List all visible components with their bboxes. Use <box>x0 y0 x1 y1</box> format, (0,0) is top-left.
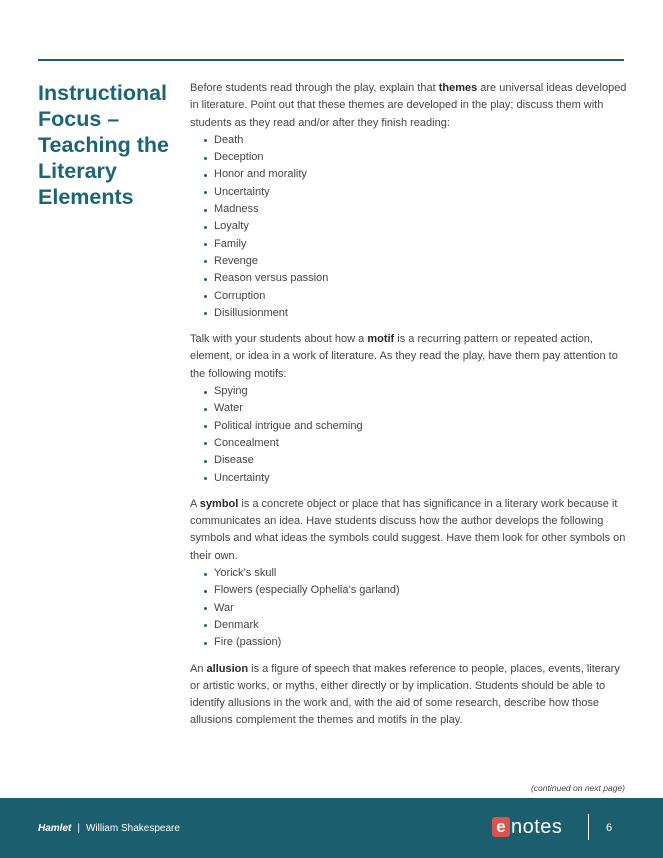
list-item <box>204 305 628 322</box>
motif-paragraph <box>190 331 628 383</box>
allusion-paragraph <box>190 661 628 730</box>
bullet-icon <box>204 139 207 142</box>
section-title-line: Elements <box>38 185 134 209</box>
list-item <box>204 288 628 305</box>
term-symbol: symbol <box>199 497 239 510</box>
top-rule <box>38 59 624 61</box>
logo-e-icon: e <box>492 817 510 837</box>
bullet-icon <box>204 624 207 627</box>
list-item-label: Deception <box>214 151 264 164</box>
list-item <box>204 452 628 469</box>
book-title: Hamlet <box>38 823 72 834</box>
list-item <box>204 617 628 634</box>
list-item <box>204 470 628 487</box>
term-allusion: allusion <box>206 662 249 675</box>
list-item-label: Reason versus passion <box>214 272 329 285</box>
list-item <box>204 582 628 599</box>
text: is a recurring pattern or repeated action, element, or idea in a work of literature. As they read the play, have them pay attention to the following motifs: <box>190 333 618 380</box>
list-item-label: Death <box>214 133 244 146</box>
themes-list <box>190 132 628 322</box>
list-item <box>204 600 628 617</box>
list-item-label: Corruption <box>214 289 266 302</box>
themes-paragraph <box>190 80 628 132</box>
symbols-list <box>190 565 628 651</box>
bullet-icon <box>204 157 207 160</box>
list-item-label: Uncertainty <box>214 471 270 484</box>
list-item-label: Loyalty <box>214 220 249 233</box>
list-item <box>204 383 628 400</box>
bullet-icon <box>204 460 207 463</box>
symbol-paragraph <box>190 496 628 565</box>
list-item-label: Disease <box>214 454 254 467</box>
list-item-label: Flowers (especially Ophelia’s garland) <box>214 584 400 597</box>
page-number: 6 <box>606 822 613 834</box>
list-item <box>204 435 628 452</box>
list-item <box>204 418 628 435</box>
bullet-icon <box>204 243 207 246</box>
footer-citation <box>38 823 180 834</box>
list-item-label: Disillusionment <box>214 306 288 319</box>
bullet-icon <box>204 312 207 315</box>
text: is a figure of speech that makes reference to people, places, events, literary or artistic works, or myths, either directly or by implication. Students should be able to identify allusions in the work and, with the aid of some research, describe how those allusions complement the themes and motifs in the play. <box>190 662 620 727</box>
bullet-icon <box>204 590 207 593</box>
list-item <box>204 218 628 235</box>
section-title <box>38 80 178 210</box>
bullet-icon <box>204 477 207 480</box>
list-item-label: Concealment <box>214 436 279 449</box>
list-item <box>204 270 628 287</box>
term-themes: themes <box>438 82 478 94</box>
footer <box>0 798 663 858</box>
bullet-icon <box>204 174 207 177</box>
list-item <box>204 149 628 166</box>
list-item-label: Family <box>214 237 247 250</box>
list-item-label: Uncertainty <box>214 185 270 198</box>
text: are universal ideas developed in literature. Point out that these themes are developed in the play; discuss them with students as they read and/or after they finish reading: <box>190 82 627 129</box>
list-item-label: Fire (passion) <box>214 636 282 649</box>
list-item-label: Spying <box>214 385 248 398</box>
bullet-icon <box>204 642 207 645</box>
list-item <box>204 184 628 201</box>
list-item-label: Madness <box>214 203 259 216</box>
section-title-line: Focus – <box>38 107 120 131</box>
section-title-line: Instructional <box>38 81 168 105</box>
text: Before students read through the play, explain that <box>190 82 439 94</box>
list-item <box>204 634 628 651</box>
footer-divider <box>588 814 589 840</box>
bullet-icon <box>204 191 207 194</box>
list-item-label: Political intrigue and scheming <box>214 419 363 432</box>
bullet-icon <box>204 391 207 394</box>
list-item-label: Revenge <box>214 254 259 267</box>
continued-note: (continued on next page) <box>530 783 625 793</box>
bullet-icon <box>204 226 207 229</box>
main-content <box>190 80 628 730</box>
list-item-label: Water <box>214 402 243 415</box>
list-item <box>204 201 628 218</box>
bullet-icon <box>204 260 207 263</box>
bullet-icon <box>204 209 207 212</box>
bullet-icon <box>204 442 207 445</box>
list-item <box>204 236 628 253</box>
bullet-icon <box>204 278 207 281</box>
bullet-icon <box>204 573 207 576</box>
logo-wordmark: notes <box>511 815 563 838</box>
author-name: William Shakespeare <box>85 823 180 834</box>
list-item <box>204 565 628 582</box>
text: Talk with your students about how a <box>190 333 368 346</box>
term-motif: motif <box>367 333 395 346</box>
list-item-label: Yorick’s skull <box>214 567 277 580</box>
text: A <box>190 497 200 510</box>
footer-separator: | <box>77 823 80 834</box>
text: An <box>190 662 207 675</box>
list-item-label: War <box>214 601 234 614</box>
bullet-icon <box>204 607 207 610</box>
section-title-line: Teaching the <box>38 133 170 157</box>
section-title-line: Literary <box>38 159 117 183</box>
bullet-icon <box>204 295 207 298</box>
list-item-label: Honor and morality <box>214 168 307 181</box>
list-item <box>204 400 628 417</box>
bullet-icon <box>204 408 207 411</box>
enotes-logo <box>492 816 562 838</box>
text: is a concrete object or place that has significance in a literary work because it communicates an idea. Have students discuss how the author develops the following symbols and what ideas the symbols could suggest. Have them look for other symbols on their own. <box>190 497 626 562</box>
motifs-list <box>190 383 628 487</box>
list-item <box>204 132 628 149</box>
bullet-icon <box>204 425 207 428</box>
list-item-label: Denmark <box>214 618 259 631</box>
list-item <box>204 253 628 270</box>
list-item <box>204 166 628 183</box>
